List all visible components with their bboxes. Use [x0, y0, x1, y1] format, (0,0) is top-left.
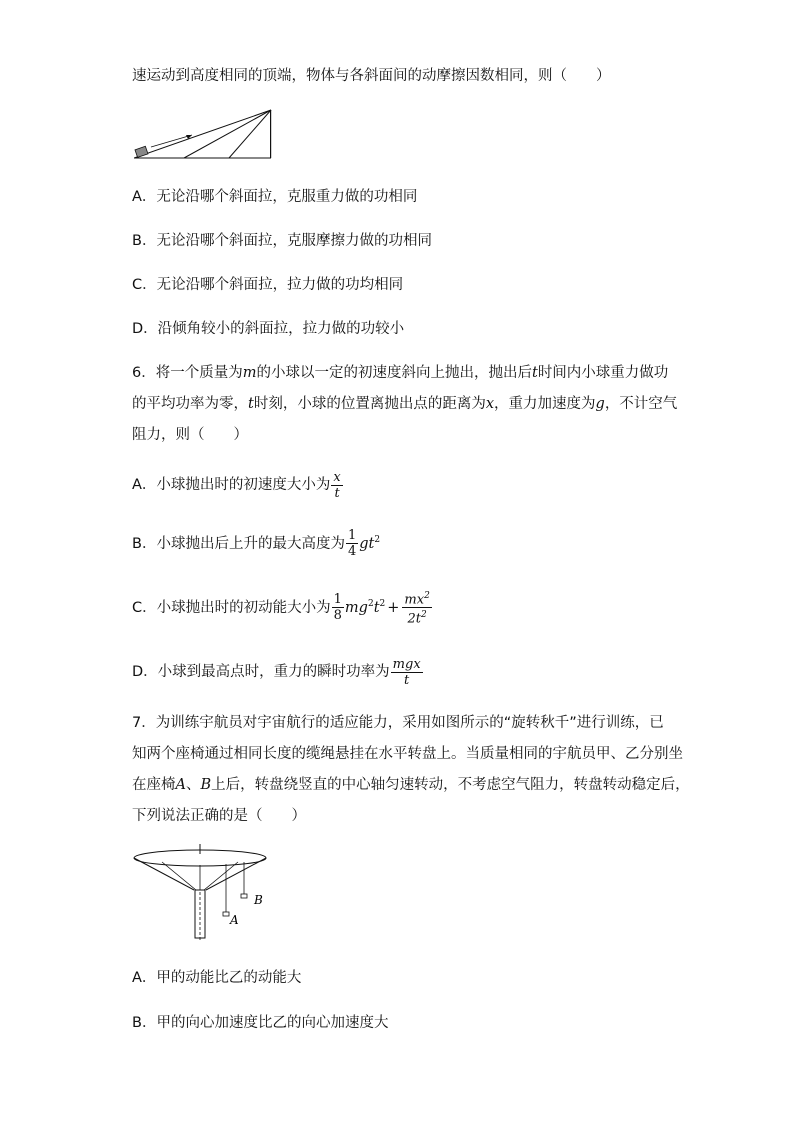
- q6-stem-line3: 阻力，则（ ）: [132, 427, 248, 443]
- q5-option-b: B．无论沿哪个斜面拉，克服摩擦力做的功相同: [132, 233, 432, 249]
- rotating-swing-figure: [132, 842, 282, 944]
- fraction-x-over-t: $\frac{x}{t}$: [333, 469, 341, 501]
- q5-option-d: D．沿倾角较小的斜面拉，拉力做的功较小: [132, 321, 405, 337]
- q7-option-a: A．甲的动能比乙的动能大: [132, 970, 302, 986]
- q6-option-d: D．小球到最高点时，重力的瞬时功率为 $\frac{\text{mgx}}{t}$: [132, 656, 421, 688]
- seat-a-label: A: [230, 913, 239, 927]
- fraction-one-quarter: $\frac{1}{4}$: [347, 528, 357, 560]
- fraction-mgx-over-t: $\frac{\text{mgx}}{t}$: [392, 656, 421, 688]
- q7-stem-line4: 下列说法正确的是（ ）: [132, 808, 306, 824]
- q7-stem-line2: 知两个座椅通过相同长度的缆绳悬挂在水平转盘上。当质量相同的宇航员甲、乙分别坐: [132, 746, 683, 762]
- q6-option-a: A．小球抛出时的初速度大小为 $\frac{x}{t}$: [132, 469, 341, 501]
- incline-figure: [134, 108, 276, 162]
- q5-option-c: C．无论沿哪个斜面拉，拉力做的功均相同: [132, 277, 404, 293]
- q6-stem-line2: 的平均功率为零，t时刻，小球的位置离抛出点的距离为x，重力加速度为g，不计空气: [132, 396, 678, 412]
- q5-option-a: A．无论沿哪个斜面拉，克服重力做的功相同: [132, 189, 418, 205]
- q7-stem-line1: 7．为训练宇航员对宇宙航行的适应能力，采用如图所示的“旋转秋千”进行训练，已: [132, 715, 664, 731]
- q6-option-b: B．小球抛出后上升的最大高度为 $\frac{1}{4}$ $gt^2$: [132, 528, 381, 560]
- fraction-mx2-over-2t2: $\frac{mx^2}{2t^2}$: [404, 591, 430, 627]
- q6-stem-line1: 6．将一个质量为m的小球以一定的初速度斜向上抛出，抛出后t时间内小球重力做功: [132, 365, 669, 381]
- q6-option-c: C．小球抛出时的初动能大小为 $\frac{1}{8}$ $mg^2t^2$ + $\frac{mx^2}{2t^2}$: [132, 591, 430, 627]
- q7-option-b: B．甲的向心加速度比乙的向心加速度大: [132, 1015, 389, 1031]
- fraction-one-eighth: $\frac{1}{8}$: [333, 592, 342, 624]
- q5-stem-tail: 速运动到高度相同的顶端，物体与各斜面间的动摩擦因数相同，则（ ）: [132, 68, 611, 84]
- seat-b-label: B: [254, 893, 263, 907]
- q7-stem-line3: 在座椅A、B上后，转盘绕竖直的中心轴匀速转动，不考虑空气阻力，转盘转动稳定后，: [132, 777, 690, 793]
